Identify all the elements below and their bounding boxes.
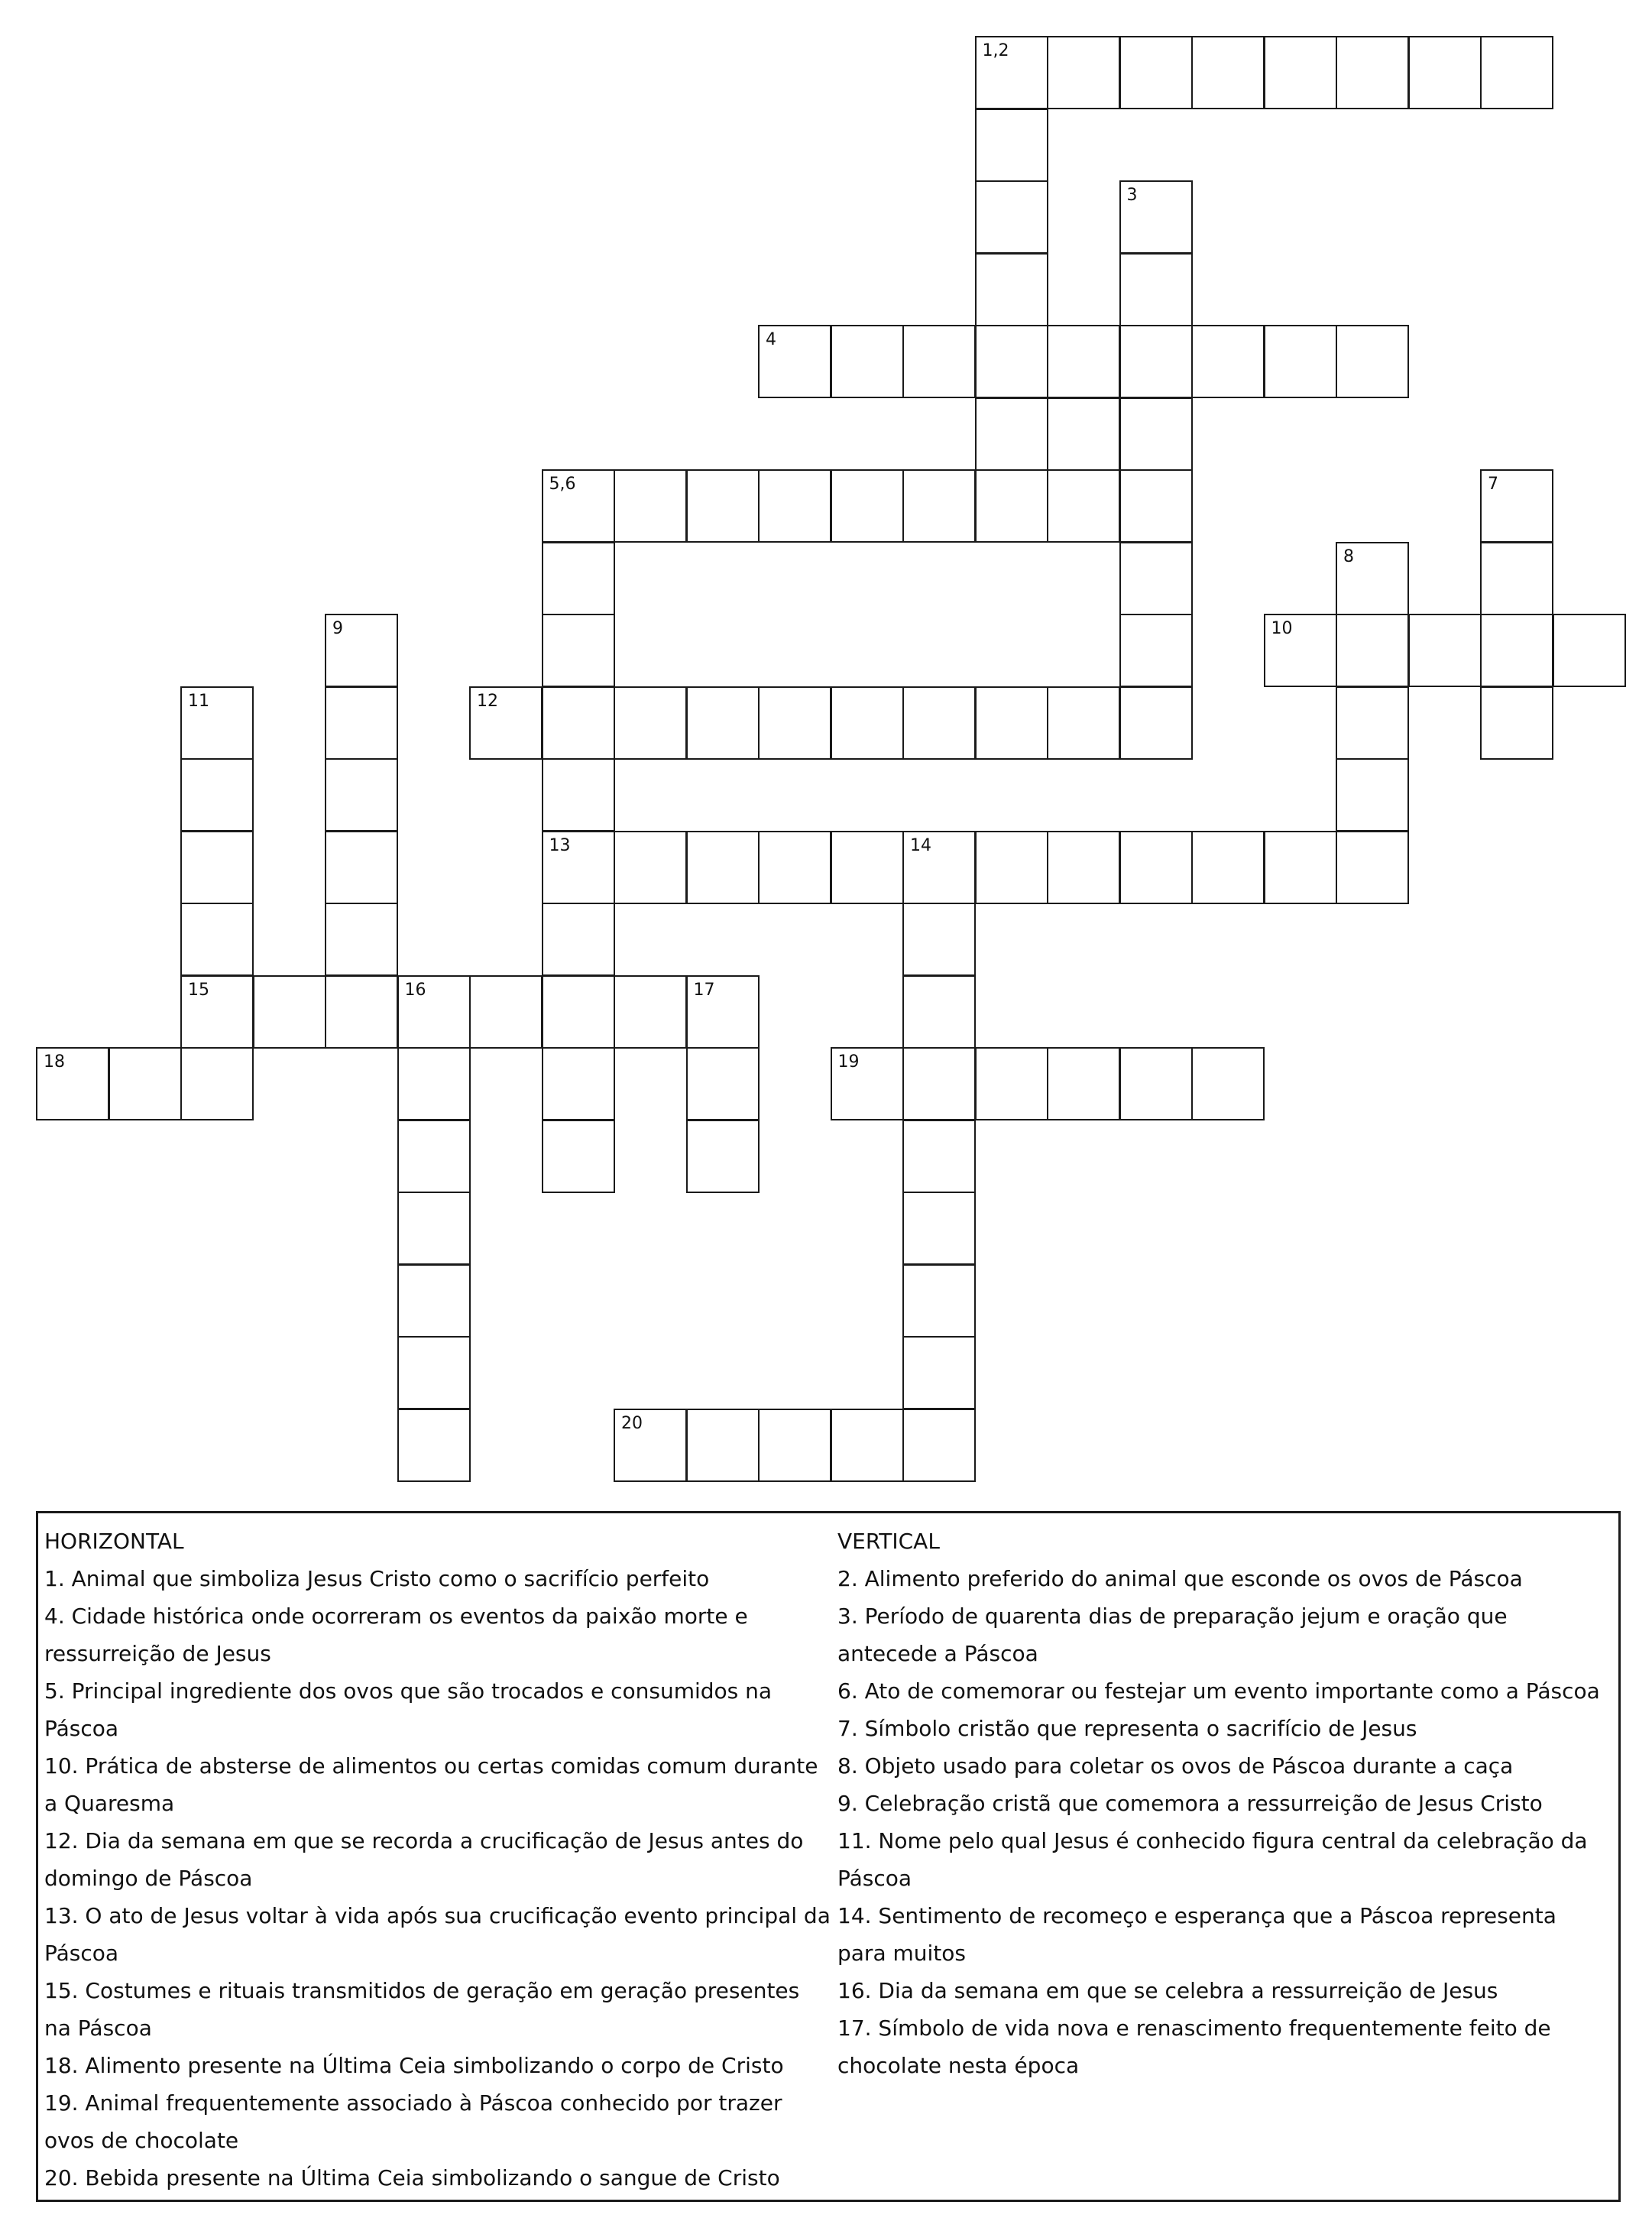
grid-cell[interactable] bbox=[975, 469, 1048, 543]
grid-cell[interactable] bbox=[1553, 614, 1626, 687]
grid-cell[interactable] bbox=[686, 975, 760, 1049]
grid-cell[interactable] bbox=[758, 686, 831, 760]
grid-cell[interactable] bbox=[902, 903, 976, 976]
clue-h-1: 1. Animal que simboliza Jesus Cristo como o sacrifício perfeito bbox=[44, 1566, 710, 1591]
clue-number: 1,2 bbox=[982, 41, 1009, 60]
grid-cell[interactable] bbox=[1264, 614, 1337, 687]
grid-cell[interactable] bbox=[686, 1120, 760, 1193]
grid-cell[interactable] bbox=[902, 1409, 976, 1482]
clue-number: 4 bbox=[766, 330, 776, 349]
grid-cell[interactable] bbox=[1480, 469, 1553, 543]
clue-h-18: 18. Alimento presente na Última Ceia simbolizando o corpo de Cristo bbox=[44, 2053, 784, 2078]
grid-cell[interactable] bbox=[1119, 253, 1193, 326]
grid-cell[interactable] bbox=[1336, 36, 1409, 109]
grid-cell[interactable] bbox=[1191, 1047, 1265, 1120]
grid-cell[interactable] bbox=[1191, 325, 1265, 398]
grid-cell[interactable] bbox=[542, 1120, 615, 1193]
grid-cell[interactable] bbox=[902, 975, 976, 1049]
grid-cell[interactable] bbox=[180, 831, 254, 904]
grid-cell[interactable] bbox=[1119, 686, 1193, 760]
clue-h-10: 10. Prática de absterse de alimentos ou certas comidas comum durante a Quaresma bbox=[44, 1753, 818, 1816]
grid-cell[interactable] bbox=[1408, 36, 1482, 109]
grid-cell[interactable] bbox=[542, 542, 615, 615]
grid-cell[interactable] bbox=[325, 686, 398, 760]
grid-cell[interactable] bbox=[397, 1047, 471, 1120]
grid-cell[interactable] bbox=[831, 325, 904, 398]
clue-number: 17 bbox=[693, 980, 715, 1000]
grid-cell[interactable] bbox=[831, 1409, 904, 1482]
grid-cell[interactable] bbox=[686, 686, 760, 760]
horizontal-clues bbox=[44, 1522, 831, 2197]
grid-cell[interactable] bbox=[397, 1264, 471, 1338]
grid-cell[interactable] bbox=[1336, 614, 1409, 687]
grid-cell[interactable] bbox=[758, 831, 831, 904]
grid-cell[interactable] bbox=[1336, 325, 1409, 398]
grid-cell[interactable] bbox=[1119, 36, 1193, 109]
grid-cell[interactable] bbox=[902, 325, 976, 398]
grid-cell[interactable] bbox=[902, 1047, 976, 1120]
grid-cell[interactable] bbox=[542, 903, 615, 976]
clue-number: 18 bbox=[44, 1052, 65, 1072]
clue-number: 7 bbox=[1488, 475, 1498, 494]
grid-cell[interactable] bbox=[1047, 831, 1120, 904]
grid-cell[interactable] bbox=[686, 1409, 760, 1482]
grid-cell[interactable] bbox=[1119, 1047, 1193, 1120]
grid-cell[interactable] bbox=[614, 1409, 687, 1482]
clue-v-2: 2. Alimento preferido do animal que esconde os ovos de Páscoa bbox=[837, 1566, 1523, 1591]
grid-cell[interactable] bbox=[975, 686, 1048, 760]
grid-cell[interactable] bbox=[1336, 686, 1409, 760]
clue-number: 16 bbox=[404, 980, 426, 1000]
grid-cell[interactable] bbox=[1336, 758, 1409, 832]
grid-cell[interactable] bbox=[180, 1047, 254, 1120]
clue-number: 19 bbox=[837, 1052, 860, 1072]
clue-number: 20 bbox=[621, 1413, 643, 1433]
grid-cell[interactable] bbox=[1119, 831, 1193, 904]
grid-cell[interactable] bbox=[1119, 180, 1193, 254]
vertical-heading: VERTICAL bbox=[837, 1529, 940, 1554]
grid-cell[interactable] bbox=[469, 686, 543, 760]
clue-v-9: 9. Celebração cristã que comemora a ressurreição de Jesus Cristo bbox=[837, 1791, 1543, 1816]
grid-cell[interactable] bbox=[542, 469, 615, 543]
grid-cell[interactable] bbox=[1119, 542, 1193, 615]
grid-cell[interactable] bbox=[1047, 469, 1120, 543]
grid-cell[interactable] bbox=[758, 325, 831, 398]
grid-cell[interactable] bbox=[397, 1409, 471, 1482]
clue-h-5: 5. Principal ingrediente dos ovos que são trocados e consumidos na Páscoa bbox=[44, 1678, 773, 1741]
grid-cell[interactable] bbox=[758, 469, 831, 543]
grid-cell[interactable] bbox=[1119, 614, 1193, 687]
grid-cell[interactable] bbox=[614, 831, 687, 904]
grid-cell[interactable] bbox=[902, 831, 976, 904]
grid-cell[interactable] bbox=[397, 1336, 471, 1409]
grid-cell[interactable] bbox=[831, 469, 904, 543]
clue-h-15: 15. Costumes e rituais transmitidos de geração em geração presentes na Páscoa bbox=[44, 1978, 800, 2041]
grid-cell[interactable] bbox=[542, 831, 615, 904]
grid-cell[interactable] bbox=[975, 253, 1048, 326]
clue-number: 15 bbox=[188, 980, 209, 1000]
clue-v-11: 11. Nome pelo qual Jesus é conhecido figura central da celebração da Páscoa bbox=[837, 1828, 1588, 1891]
grid-cell[interactable] bbox=[397, 1120, 471, 1193]
grid-cell[interactable] bbox=[325, 831, 398, 904]
grid-cell[interactable] bbox=[758, 1409, 831, 1482]
grid-cell[interactable] bbox=[180, 975, 254, 1049]
grid-cell[interactable] bbox=[902, 1264, 976, 1338]
grid-cell[interactable] bbox=[975, 831, 1048, 904]
grid-cell[interactable] bbox=[180, 903, 254, 976]
grid-cell[interactable] bbox=[542, 614, 615, 687]
clue-v-8: 8. Objeto usado para coletar os ovos de Páscoa durante a caça bbox=[837, 1753, 1514, 1779]
grid-cell[interactable] bbox=[975, 36, 1048, 109]
grid-cell[interactable] bbox=[975, 109, 1048, 182]
grid-cell[interactable] bbox=[975, 1047, 1048, 1120]
grid-cell[interactable] bbox=[975, 325, 1048, 398]
clue-h-4: 4. Cidade histórica onde ocorreram os eventos da paixão morte e ressurreição de Jesus bbox=[44, 1604, 748, 1666]
clue-v-6: 6. Ato de comemorar ou festejar um evento importante como a Páscoa bbox=[837, 1678, 1600, 1704]
grid-cell[interactable] bbox=[1264, 325, 1337, 398]
grid-cell[interactable] bbox=[902, 686, 976, 760]
grid-cell[interactable] bbox=[1047, 36, 1120, 109]
clue-number: 3 bbox=[1126, 186, 1138, 205]
grid-cell[interactable] bbox=[686, 469, 760, 543]
grid-cell[interactable] bbox=[686, 831, 760, 904]
grid-cell[interactable] bbox=[1480, 36, 1553, 109]
clue-v-17: 17. Símbolo de vida nova e renascimento frequentemente feito de chocolate nesta época bbox=[837, 2015, 1551, 2078]
grid-cell[interactable] bbox=[253, 975, 326, 1049]
grid-cell[interactable] bbox=[831, 686, 904, 760]
grid-cell[interactable] bbox=[1264, 831, 1337, 904]
grid-cell[interactable] bbox=[902, 1192, 976, 1265]
grid-cell[interactable] bbox=[397, 975, 471, 1049]
clue-v-16: 16. Dia da semana em que se celebra a ressurreição de Jesus bbox=[837, 1978, 1498, 2003]
grid-cell[interactable] bbox=[975, 397, 1048, 471]
clue-h-20: 20. Bebida presente na Última Ceia simbolizando o sangue de Cristo bbox=[44, 2165, 780, 2190]
clue-h-13: 13. O ato de Jesus voltar à vida após sua crucificação evento principal da Páscoa bbox=[44, 1903, 831, 1966]
grid-cell[interactable] bbox=[180, 686, 254, 760]
grid-cell[interactable] bbox=[109, 1047, 182, 1120]
grid-cell[interactable] bbox=[614, 469, 687, 543]
grid-cell[interactable] bbox=[1480, 614, 1553, 687]
clue-number: 9 bbox=[332, 619, 343, 638]
grid-cell[interactable] bbox=[1047, 1047, 1120, 1120]
grid-cell[interactable] bbox=[1047, 686, 1120, 760]
grid-cell[interactable] bbox=[614, 975, 687, 1049]
grid-cell[interactable] bbox=[902, 469, 976, 543]
grid-cell[interactable] bbox=[542, 686, 615, 760]
clue-number: 10 bbox=[1271, 619, 1293, 638]
grid-cell[interactable] bbox=[1480, 686, 1553, 760]
grid-cell[interactable] bbox=[1047, 397, 1120, 471]
clue-number: 12 bbox=[477, 691, 498, 711]
grid-cell[interactable] bbox=[902, 1336, 976, 1409]
grid-cell[interactable] bbox=[325, 903, 398, 976]
grid-cell[interactable] bbox=[1191, 36, 1265, 109]
grid-cell[interactable] bbox=[1480, 542, 1553, 615]
clue-number: 11 bbox=[188, 691, 209, 711]
vertical-clues bbox=[837, 1522, 1609, 2084]
clue-number: 14 bbox=[910, 835, 931, 855]
grid-cell[interactable] bbox=[831, 1047, 904, 1120]
grid-cell[interactable] bbox=[542, 758, 615, 832]
grid-cell[interactable] bbox=[542, 975, 615, 1049]
grid-cell[interactable] bbox=[542, 1047, 615, 1120]
clues-panel bbox=[36, 1511, 1621, 2202]
grid-cell[interactable] bbox=[614, 686, 687, 760]
grid-cell[interactable] bbox=[325, 975, 398, 1049]
grid-cell[interactable] bbox=[325, 758, 398, 832]
grid-cell[interactable] bbox=[325, 614, 398, 687]
clue-v-3: 3. Período de quarenta dias de preparação jejum e oração que antecede a Páscoa bbox=[837, 1604, 1508, 1666]
clue-v-14: 14. Sentimento de recomeço e esperança que a Páscoa representa para muitos bbox=[837, 1903, 1556, 1966]
grid-cell[interactable] bbox=[1119, 397, 1193, 471]
grid-cell[interactable] bbox=[686, 1047, 760, 1120]
clue-number: 5,6 bbox=[549, 475, 576, 494]
grid-cell[interactable] bbox=[469, 975, 543, 1049]
clue-h-12: 12. Dia da semana em que se recorda a crucificação de Jesus antes do domingo de Páscoa bbox=[44, 1828, 804, 1891]
grid-cell[interactable] bbox=[180, 758, 254, 832]
horizontal-heading: HORIZONTAL bbox=[44, 1529, 184, 1554]
grid-cell[interactable] bbox=[831, 831, 904, 904]
clue-v-7: 7. Símbolo cristão que representa o sacrifício de Jesus bbox=[837, 1716, 1417, 1741]
grid-cell[interactable] bbox=[1119, 325, 1193, 398]
grid-cell[interactable] bbox=[1047, 325, 1120, 398]
grid-cell[interactable] bbox=[1119, 469, 1193, 543]
clue-number: 13 bbox=[549, 835, 571, 855]
grid-cell[interactable] bbox=[975, 180, 1048, 254]
clue-number: 8 bbox=[1343, 546, 1354, 566]
grid-cell[interactable] bbox=[397, 1192, 471, 1265]
grid-cell[interactable] bbox=[902, 1120, 976, 1193]
grid-cell[interactable] bbox=[1264, 36, 1337, 109]
grid-cell[interactable] bbox=[1191, 831, 1265, 904]
grid-cell[interactable] bbox=[1336, 542, 1409, 615]
grid-cell[interactable] bbox=[1336, 831, 1409, 904]
grid-cell[interactable] bbox=[36, 1047, 109, 1120]
grid-cell[interactable] bbox=[1408, 614, 1482, 687]
clue-h-19: 19. Animal frequentemente associado à Páscoa conhecido por trazer ovos de chocolate bbox=[44, 2090, 782, 2153]
